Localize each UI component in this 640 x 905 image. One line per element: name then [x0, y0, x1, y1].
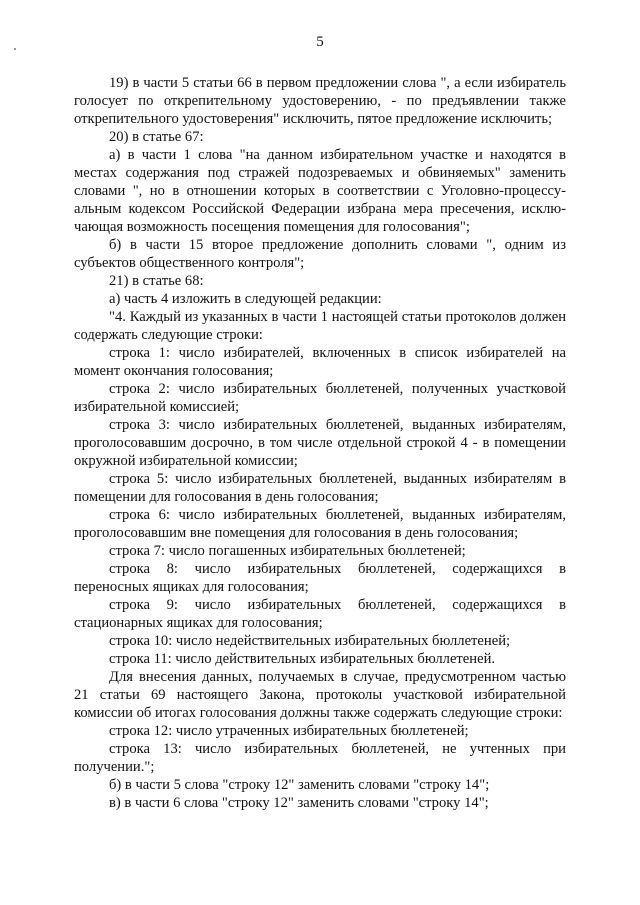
- paragraph: строка 6: число избирательных бюллетеней, выданных избирателям, проголосовавшим вне помещения для голосования в день голосования;: [74, 507, 566, 541]
- page-number: 5: [316, 34, 324, 50]
- paragraph: строка 13: число избирательных бюллетеней, не учтенных при получении.";: [74, 741, 566, 775]
- paragraph: строка 7: число погашенных избирательных бюллетеней;: [109, 543, 466, 559]
- paragraph: а) часть 4 изложить в следующей редакции:: [109, 291, 382, 307]
- paragraph: строка 1: число избирателей, включенных в список избирателей на момент окончания голосования;: [74, 345, 566, 379]
- paragraph: строка 2: число избирательных бюллетеней, полученных участковой избирательной комиссией;: [74, 381, 566, 415]
- paragraph: б) в части 15 второе предложение дополнить словами ", одним из субъектов общественного контроля";: [74, 237, 566, 271]
- paragraph: строка 8: число избирательных бюллетеней, содержащихся в переносных ящиках для голосования;: [74, 561, 566, 595]
- paragraph: а) в части 1 слова "на данном избирательном участке и находятся в местах содержания под стражей подозреваемых и обвиняемых" заменить словами ", но в отношении которых в соответствии с Уголовно-процессу-альным кодексом Российской Федерации избрана мера пресечения, исклю-чающая возможность посещения помещения для голосования";: [74, 147, 566, 235]
- paragraph: Для внесения данных, получаемых в случае, предусмотренном частью 21 статьи 69 настоящего Закона, протоколы участковой избирательной комиссии об итогах голосования должны также содержать следующие строки:: [74, 669, 566, 721]
- paragraph: "4. Каждый из указанных в части 1 настоящей статьи протоколов должен содержать следующие строки:: [74, 309, 566, 343]
- paragraph: строка 5: число избирательных бюллетеней, выданных избирателям в помещении для голосования в день голосования;: [74, 471, 566, 505]
- paragraph: в) в части 6 слова "строку 12" заменить словами "строку 14";: [109, 795, 489, 811]
- paragraph: 21) в статье 68:: [109, 273, 204, 289]
- paragraph: б) в части 5 слова "строку 12" заменить словами "строку 14";: [109, 777, 490, 793]
- paragraph: строка 9: число избирательных бюллетеней, содержащихся в стационарных ящиках для голосования;: [74, 597, 566, 631]
- paragraph: строка 3: число избирательных бюллетеней, выданных избирателям, проголосовавшим досрочно, в том числе отдельной строкой 4 - в помещении окружной избирательной комиссии;: [74, 417, 566, 469]
- paragraph: строка 11: число действительных избирательных бюллетеней.: [109, 651, 496, 667]
- paragraph: строка 12: число утраченных избирательных бюллетеней;: [109, 723, 469, 739]
- paragraph: 19) в части 5 статьи 66 в первом предложении слова ", а если избиратель голосует по открепительному удостоверению, - по предъявлении также открепительного удостоверения" исключить, пятое предложение исключить;: [74, 75, 566, 127]
- paragraph: строка 10: число недействительных избирательных бюллетеней;: [109, 633, 511, 649]
- paragraph: 20) в статье 67:: [109, 129, 204, 145]
- document-body: [74, 74, 566, 812]
